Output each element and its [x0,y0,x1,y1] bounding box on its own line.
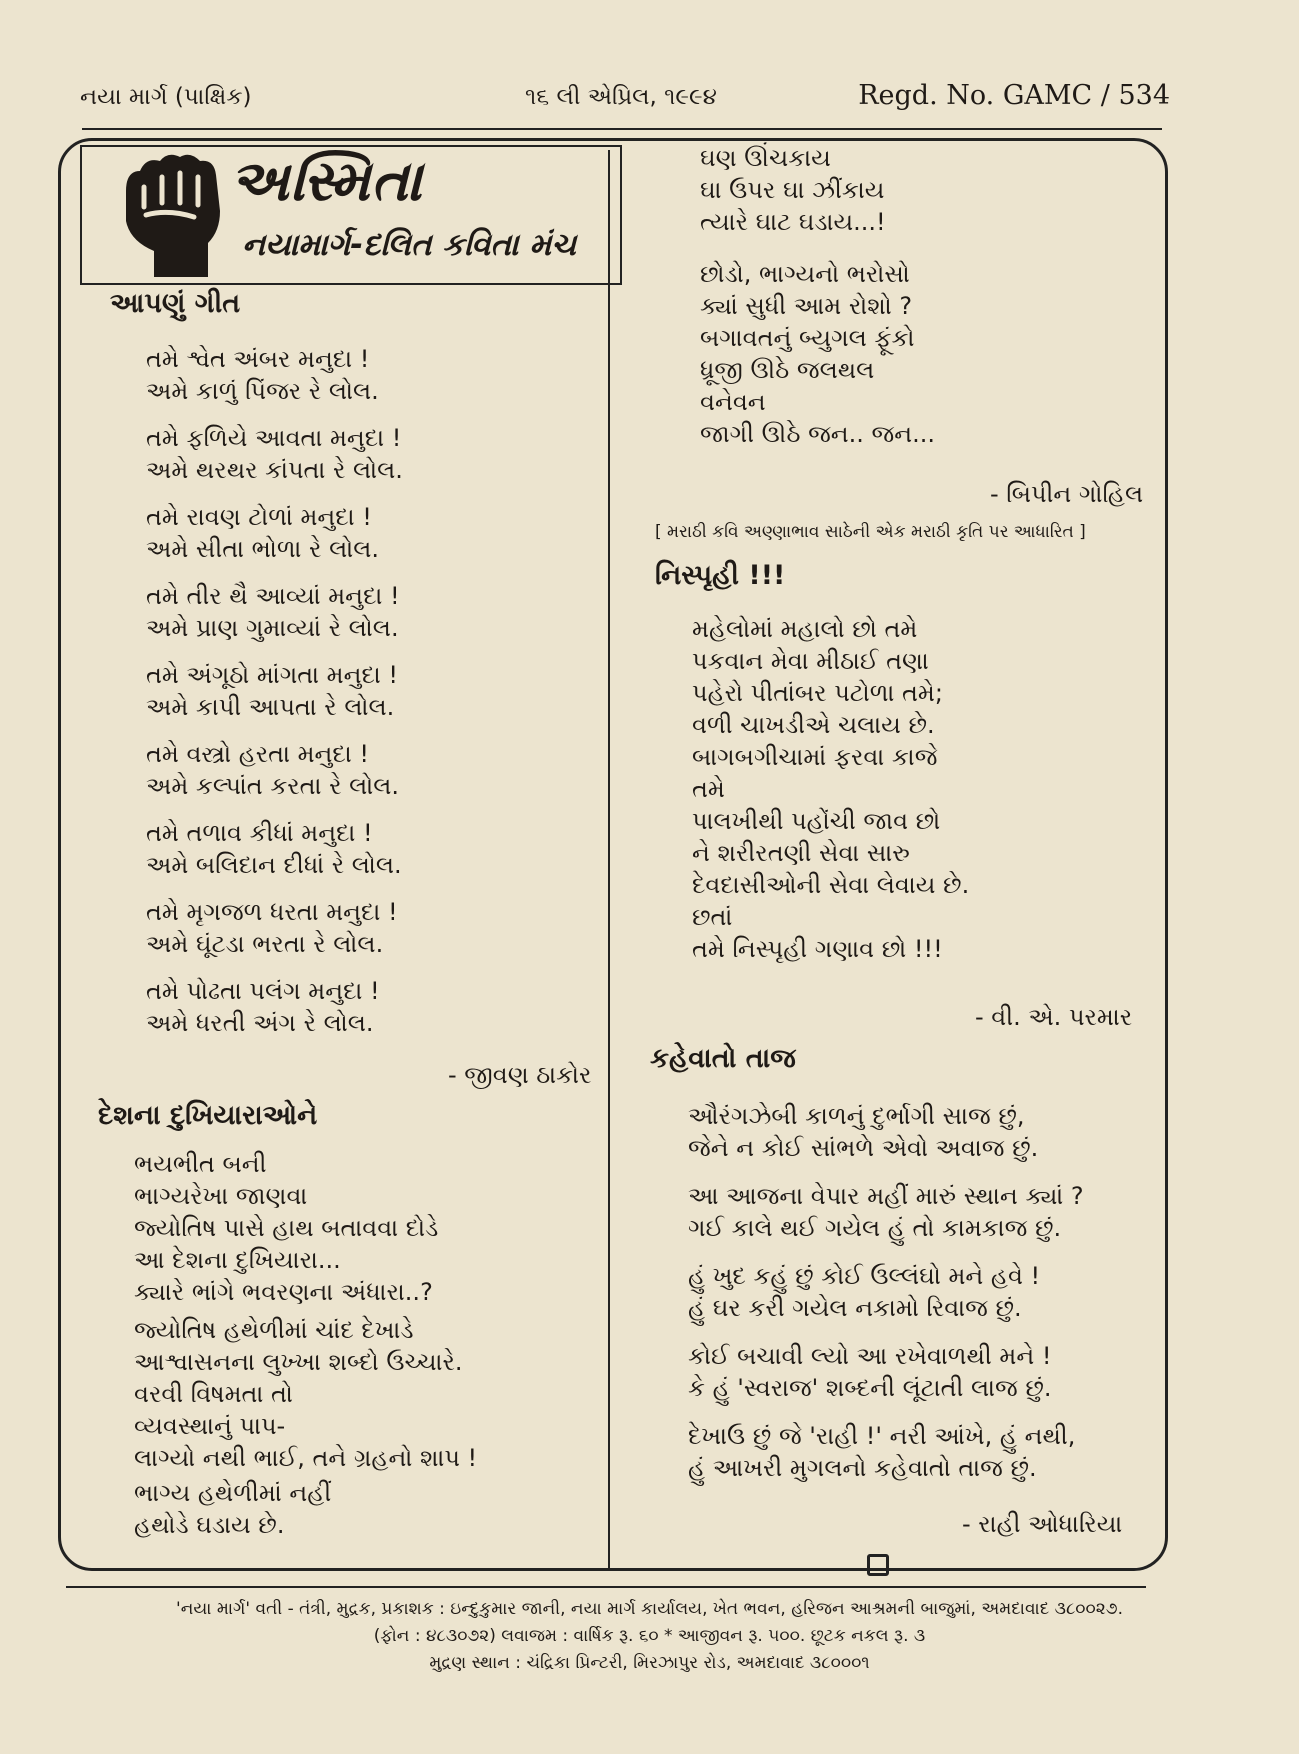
poem-stanza [700,142,886,238]
verse-line: ગઈ કાલે થઈ ગયેલ હું તો કામકાજ છું. [688,1214,1062,1242]
poem-body [692,613,969,965]
verse-line: જેને ન કોઈ સાંભળે એવો અવાજ છું. [688,1134,1039,1162]
verse-line: અમે ઘૂંટડા ભરતા રે લોલ. [146,930,384,958]
verse-line: ક્યાં સુધી આમ રોશો ? [700,292,913,320]
poem-stanza [134,1314,477,1474]
raised-fist-icon [116,151,236,277]
verse-line: તમે રાવણ ટોળાં મનુદા ! [146,503,372,531]
poem-stanza [146,580,400,644]
footer-line: 'નયા માર્ગ' વતી - તંત્રી, મુદ્રક, પ્રકાશક : ઇન્દુકુમાર જાની, નયા માર્ગ કાર્યાલય, ખેત ભવન, હરિજન આશ્રમની બાજુમાં, અમદાવાદ ૩૮૦૦૨૭. [176,1599,1123,1619]
poem-title: દેશના દુખિયારાઓને [98,1100,318,1131]
poem-stanza [146,501,379,565]
verse-line: તમે ફળિયે આવતા મનુદા ! [146,424,402,452]
footer-line: (ફોન : ૪૮૩૦૭૨) લવાજમ : વાર્ષિક રૂ. ૬૦ * આજીવન રૂ. ૫૦૦. છૂટક નકલ રૂ. ૩ [373,1626,926,1646]
poem-stanza [688,1260,1040,1324]
verse-line: ભાગ્યરેખા જાણવા [134,1182,308,1210]
poem-stanza [688,1180,1084,1244]
verse-line: અમે ધરતી અંગ રે લોલ. [146,1009,374,1037]
verse-line: ક્યારે ભાંગે ભવરણના અંધારા..? [134,1278,433,1306]
verse-line: તમે [692,775,725,803]
verse-line: પકવાન મેવા મીઠાઈ તણા [692,647,929,675]
verse-line: અમે કાળું પિંજર રે લોલ. [146,377,379,405]
verse-line: તમે તીર થૈ આવ્યાં મનુદા ! [146,582,400,610]
imprint-footer [0,1596,1299,1677]
page-header [80,80,1170,124]
verse-line: મહેલોમાં મહાલો છો તમે [692,615,918,643]
poem-attribution-note: [ મરાઠી કવિ અણ્ણાભાવ સાઠેની એક મરાઠી કૃતિ પર આધારિત ] [655,522,1086,542]
verse-line: હું આખરી મુગલનો કહેવાતો તાજ છું. [688,1454,1037,1482]
verse-line: અમે થરથર કાંપતા રે લોલ. [146,456,403,484]
verse-line: દેખાઉ છું જે 'રાહી !' નરી આંખે, હું નથી, [688,1422,1076,1450]
verse-line: છતાં [692,903,733,931]
poem-stanza [146,659,398,723]
registration-number: Regd. No. GAMC / 534 [858,80,1170,111]
poem-stanza [146,422,403,486]
poem-stanza [146,343,379,407]
verse-line: ઘણ ઊંચકાય [700,144,831,172]
verse-line: ભાગ્ય હથેળીમાં નહીં [134,1479,332,1507]
poem-stanza [134,1477,331,1541]
verse-line: હું ઘર કરી ગયેલ નકામો રિવાજ છું. [688,1294,1022,1322]
poem-author: - રાહી ઓધારિયા [962,1510,1123,1538]
logo-subtitle: નયામાર્ગ-દલિત કવિતા મંચ [242,227,577,263]
poem-stanza [700,258,935,450]
verse-line: તમે વસ્ત્રો હરતા મનુદા ! [146,740,369,768]
poem-stanza [688,1100,1038,1164]
verse-line: લાગ્યો નથી ભાઈ, તને ગ્રહનો શાપ ! [134,1444,478,1472]
verse-line: વળી ચાખડીએ ચલાય છે. [692,711,935,739]
footer-divider [66,1586,1146,1588]
verse-line: હું ખુદ કહું છું કોઈ ઉલ્લંઘો મને હવે ! [688,1262,1041,1290]
verse-line: જ્યોતિષ હથેળીમાં ચાંદ દેખાડે [134,1316,414,1344]
verse-line: ઘા ઉપર ઘા ઝીંકાય [700,176,885,204]
verse-line: છોડો, ભાગ્યનો ભરોસો [700,260,910,288]
verse-line: જ્યોતિષ પાસે હાથ બતાવવા દોડે [134,1214,439,1242]
verse-line: તમે તળાવ કીધાં મનુદા ! [146,819,373,847]
verse-line: અમે સીતા ભોળા રે લોલ. [146,535,379,563]
poem-stanza [146,817,402,881]
publication-name: નયા માર્ગ (પાક્ષિક) [80,84,252,110]
poem-stanza [146,975,380,1039]
verse-line: આ આજના વેપાર મહીં મારું સ્થાન ક્યાં ? [688,1182,1084,1210]
poem-stanza [146,738,399,802]
verse-line: જાગી ઊઠે જન.. જન... [700,420,936,448]
poem-title: આપણું ગીત [110,288,241,319]
verse-line: આશ્વાસનના લુખ્ખા શબ્દો ઉચ્ચારે. [134,1348,463,1376]
verse-line: હથોડે ઘડાય છે. [134,1511,285,1539]
verse-line: બાગબગીચામાં ફરવા કાજે [692,743,938,771]
poem-stanza [688,1340,1052,1404]
issue-date: ૧૬ લી એપ્રિલ, ૧૯૯૪ [525,84,717,110]
verse-line: તમે મૃગજળ ધરતા મનુદા ! [146,898,398,926]
verse-line: અમે કલ્પાંત કરતા રે લોલ. [146,772,400,800]
poem-author: - વી. એ. પરમાર [975,1003,1133,1031]
poem-title: નિસ્પૃહી !!! [655,560,786,591]
verse-line: તમે પોઢતા પલંગ મનુદા ! [146,977,380,1005]
verse-line: તમે અંગૂઠો માંગતા મનુદા ! [146,661,399,689]
verse-line: કે હું 'સ્વરાજ' શબ્દની લૂંટાતી લાજ છું. [688,1374,1052,1402]
verse-line: ઔરંગઝેબી કાળનું દુર્ભાગી સાજ છું, [688,1102,1025,1130]
verse-line: ત્યારે ઘાટ ઘડાય...! [700,208,886,236]
asmita-logo-box [80,145,622,285]
verse-line: વરવી વિષમતા તો [134,1380,293,1408]
verse-line: તમે નિસ્પૃહી ગણાવ છો !!! [692,935,943,963]
poem-stanza [134,1148,438,1308]
poem-title: કહેવાતો તાજ [650,1043,796,1074]
verse-line: બગાવતનું બ્યુગલ ફૂંકો [700,324,915,352]
column-divider [608,150,610,1568]
end-mark-icon [867,1554,889,1576]
poem-stanza [146,896,398,960]
verse-line: અમે બલિદાન દીધાં રે લોલ. [146,851,402,879]
logo-title: અસ્મિતા [230,149,423,214]
verse-line: પાલખીથી પહોંચી જાવ છો [692,807,941,835]
verse-line: ભયભીત બની [134,1150,267,1178]
header-divider [82,128,1162,130]
verse-line: ધ્રૂજી ઊઠે જલથલ [700,356,875,384]
verse-line: ને શરીરતણી સેવા સારુ [692,839,910,867]
verse-line: આ દેશના દુખિયારા... [134,1246,341,1274]
verse-line: તમે શ્વેત અંબર મનુદા ! [146,345,370,373]
verse-line: વ્યવસ્થાનું પાપ- [134,1412,286,1440]
verse-line: દેવદાસીઓની સેવા લેવાય છે. [692,871,970,899]
verse-line: અમે કાપી આપતા રે લોલ. [146,693,395,721]
poem-stanza [688,1420,1075,1484]
verse-line: વનેવન [700,388,766,416]
verse-line: પહેરો પીતાંબર પટોળા તમે; [692,679,943,707]
footer-line: મુદ્રણ સ્થાન : ચંદ્રિકા પ્રિન્ટરી, મિરઝાપુર રોડ, અમદાવાદ ૩૮૦૦૦૧ [429,1653,870,1673]
poem-author: - બિપીન ગોહિલ [990,480,1144,508]
verse-line: અમે પ્રાણ ગુમાવ્યાં રે લોલ. [146,614,399,642]
verse-line: કોઈ બચાવી લ્યો આ રખેવાળથી મને ! [688,1342,1052,1370]
poem-author: - જીવણ ઠાકોર [448,1061,592,1089]
